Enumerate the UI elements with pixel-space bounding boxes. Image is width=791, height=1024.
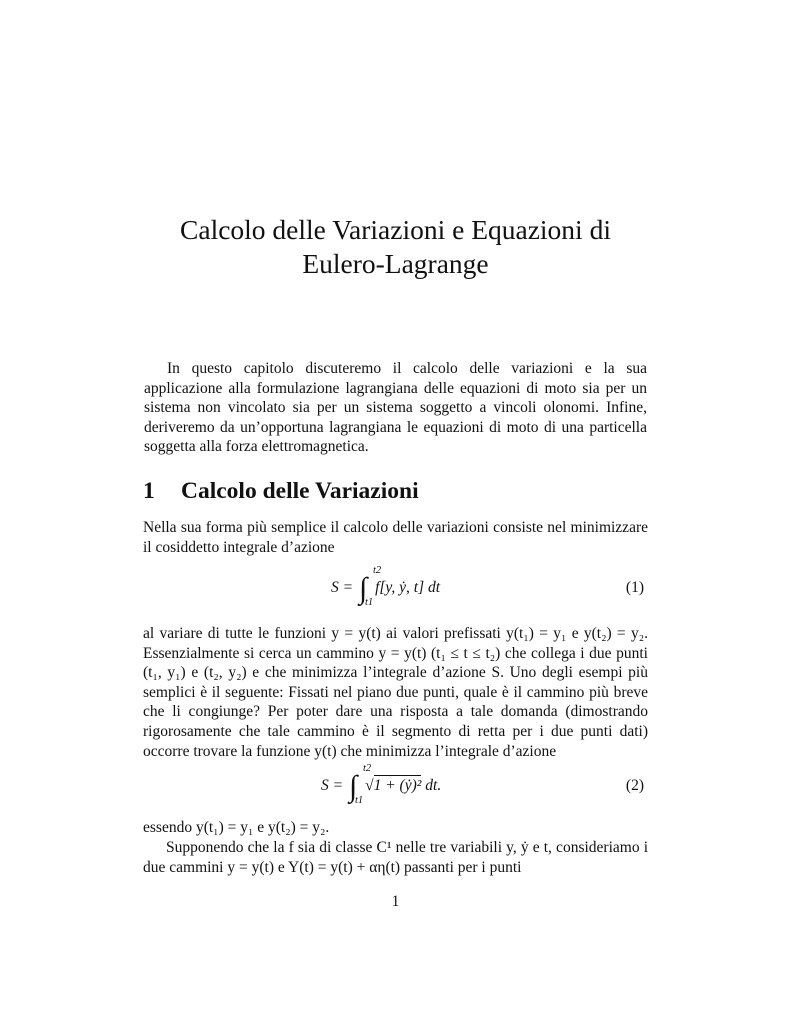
equation-1-lower-limit: t1 <box>364 597 374 608</box>
equation-2-upper-limit: t2 <box>362 763 372 774</box>
equation-2-tail: dt. <box>425 777 442 794</box>
section-title-text: Calcolo delle Variazioni <box>181 478 419 504</box>
equation-1-body <box>331 565 441 608</box>
equation-2-lower-limit: t1 <box>354 795 364 806</box>
equation-2-root <box>365 777 421 795</box>
body-paragraph-4: Supponendo che la f sia di classe C¹ nelle tre variabili y, ẏ e t, consideriamo i due cammini y = y(t) e Y(t) = y(t) + αη(t) passanti per i punti <box>143 839 648 876</box>
integral-sign-icon: ∫ t2 t1 <box>358 565 382 608</box>
equation-2-radicand: 1 + (ẏ)² <box>373 777 422 794</box>
integral-sign-icon: ∫ t2 t1 <box>348 763 372 806</box>
radical-sign-icon: √ <box>365 777 374 794</box>
equation-1 <box>143 565 648 615</box>
equation-2 <box>143 763 648 813</box>
document-title <box>130 213 661 281</box>
equation-2-lhs: S = <box>321 777 344 794</box>
equation-2-body <box>321 763 442 806</box>
section-heading <box>143 478 648 505</box>
equation-1-integrand: f[y, ẏ, t] dt <box>375 579 441 596</box>
abstract-paragraph: In questo capitolo discuteremo il calcolo delle variazioni e la sua applicazione alla formulazione lagrangiana delle equazioni di moto sia per un sistema non vincolato sia per un sistema soggetto a vincoli olonomi. Infine, deriveremo da un’opportuna lagrangiana le equazioni di moto di una particella soggetta alla forza elettromagnetica. <box>144 360 647 456</box>
body-paragraph-1: Nella sua forma più semplice il calcolo delle variazioni consiste nel minimizzare il cosiddetto integrale d’azione <box>143 519 648 556</box>
equation-1-upper-limit: t2 <box>372 565 382 576</box>
equation-2-number: (2) <box>625 777 644 794</box>
body-paragraph-3: essendo y(t₁) = y₁ e y(t₂) = y₂. <box>143 819 330 836</box>
title-line-2: Eulero-Lagrange <box>302 248 489 279</box>
section-number: 1 <box>143 478 155 504</box>
page-number: 1 <box>391 893 400 910</box>
title-line-1: Calcolo delle Variazioni e Equazioni di <box>180 214 611 245</box>
equation-1-lhs: S = <box>331 579 354 596</box>
body-paragraph-2: al variare di tutte le funzioni y = y(t) ai valori prefissati y(t₁) = y₁ e y(t₂) = y₂. Essenzialmente si cerca un cammino y = y(t) (t₁ ≤ t ≤ t₂) che collega i due punti (t₁, y₁) e (t₂, y₂) e che minimizza l’integrale d’azione S. Uno degli esempi più semplici è il seguente: Fissati nel piano due punti, quale è il cammino più breve che li congiunge? Per poter dare una risposta a tale domanda (dimostrando rigorosamente che tale cammino è il segmento di retta per i due punti dati) occorre trovare la funzione y(t) che minimizza l’integrale d’azione <box>143 625 648 760</box>
equation-1-number: (1) <box>625 579 644 596</box>
